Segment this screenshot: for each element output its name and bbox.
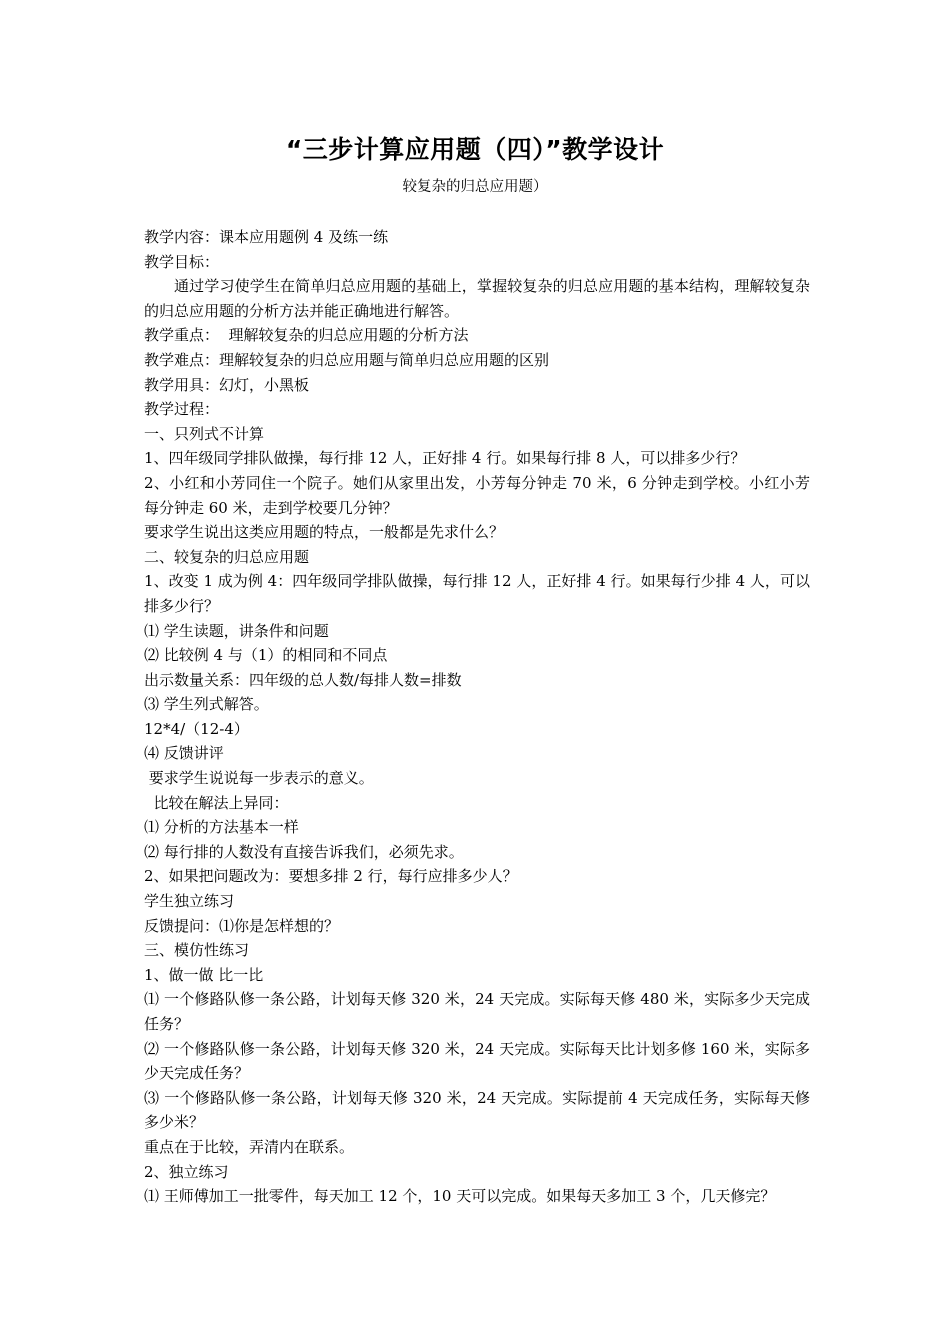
paragraph: ⑶ 学生列式解答。 xyxy=(144,695,269,714)
paragraph: 教学内容：课本应用题例 4 及练一练 xyxy=(144,228,389,246)
section-heading: 三、模仿性练习 xyxy=(144,941,250,960)
paragraph: 要求学生说说每一步表示的意义。 xyxy=(144,769,374,788)
document-subtitle: 较复杂的归总应用题） xyxy=(402,179,548,195)
paragraph: ⑵ 比较例 4 与（1）的相同和不同点 xyxy=(144,646,388,665)
paragraph: 反馈提问：⑴你是怎样想的？ xyxy=(144,916,340,935)
paragraph: 12*4/（12-4） xyxy=(144,719,249,738)
paragraph: 学生独立练习 xyxy=(144,892,235,911)
paragraph: 教学用具：幻灯，小黑板 xyxy=(144,375,310,394)
paragraph: 1、改变 1 成为例 4：四年级同学排队做操，每行排 12 人，正好排 4 行。如果每行少排 4 人，可以排多少行？ xyxy=(144,572,810,615)
paragraph: 教学重点： 理解较复杂的归总应用题的分析方法 xyxy=(144,326,469,345)
paragraph: 1、做一做 比一比 xyxy=(144,965,264,984)
paragraph: ⑴ 王师傅加工一批零件，每天加工 12 个，10 天可以完成。如果每天多加工 3 个，几天修完？ xyxy=(144,1187,776,1206)
section-heading: 一、只列式不计算 xyxy=(144,424,265,443)
section-heading: 二、较复杂的归总应用题 xyxy=(144,547,310,566)
paragraph: 2、独立练习 xyxy=(144,1162,229,1181)
paragraph: 出示数量关系：四年级的总人数/每排人数=排数 xyxy=(144,670,462,689)
paragraph: 比较在解法上异同： xyxy=(144,793,289,812)
paragraph: ⑵ 一个修路队修一条公路，计划每天修 320 米，24 天完成。实际每天比计划多修 160 米，实际多少天完成任务？ xyxy=(144,1039,810,1083)
paragraph: 教学目标： xyxy=(144,252,220,271)
document-body xyxy=(144,225,810,1209)
paragraph: 2、如果把问题改为：要想多排 2 行，每行应排多少人？ xyxy=(144,867,518,886)
paragraph: ⑴ 分析的方法基本一样 xyxy=(144,818,299,837)
paragraph: 1、四年级同学排队做操，每行排 12 人，正好排 4 行。如果每行排 8 人，可以排多少行？ xyxy=(144,449,746,468)
paragraph: ⑷ 反馈讲评 xyxy=(144,744,224,763)
paragraph: ⑵ 每行排的人数没有直接告诉我们，必须先求。 xyxy=(144,842,464,861)
paragraph: 通过学习使学生在简单归总应用题的基础上，掌握较复杂的归总应用题的基本结构，理解较复杂的归总应用题的分析方法并能正确地进行解答。 xyxy=(144,277,810,320)
paragraph: 教学难点：理解较复杂的归总应用题与简单归总应用题的区别 xyxy=(144,350,550,369)
paragraph: 重点在于比较，弄清内在联系。 xyxy=(144,1137,355,1156)
document-title: “三步计算应用题（四）”教学设计 xyxy=(285,135,665,164)
paragraph: ⑶ 一个修路队修一条公路，计划每天修 320 米，24 天完成。实际提前 4 天完成任务，实际每天修多少米？ xyxy=(144,1088,810,1132)
paragraph: 要求学生说出这类应用题的特点，一般都是先求什么？ xyxy=(144,523,505,542)
paragraph: ⑴ 一个修路队修一条公路，计划每天修 320 米，24 天完成。实际每天修 480 米，实际多少天完成任务？ xyxy=(144,990,810,1033)
paragraph: ⑴ 学生读题，讲条件和问题 xyxy=(144,621,329,640)
paragraph: 2、小红和小芳同住一个院子。她们从家里出发，小芳每分钟走 70 米，6 分钟走到学校。小红小芳每分钟走 60 米，走到学校要几分钟？ xyxy=(144,473,810,517)
paragraph: 教学过程： xyxy=(144,400,220,419)
